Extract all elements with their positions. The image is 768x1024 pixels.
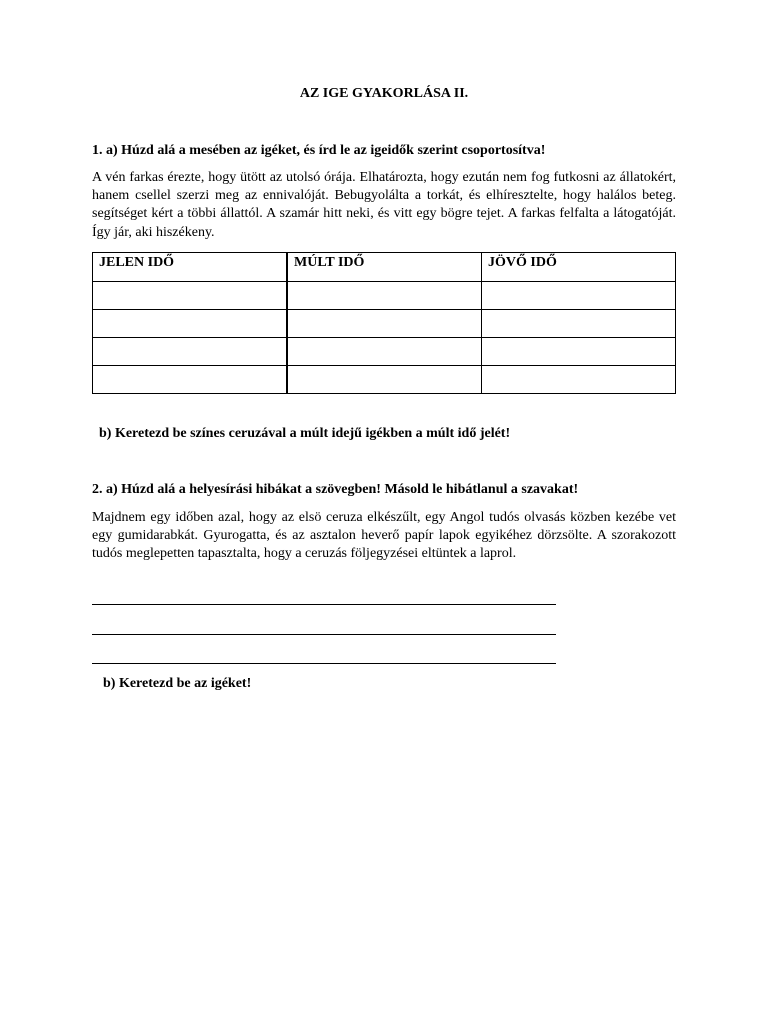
future-tense-cell[interactable] — [482, 366, 676, 394]
table-row — [93, 366, 676, 394]
present-tense-cell[interactable] — [93, 310, 288, 338]
future-tense-cell[interactable] — [482, 310, 676, 338]
future-tense-cell[interactable] — [482, 282, 676, 310]
task1-b-instruction: b) Keretezd be színes ceruzával a múlt idejű igékben a múlt idő jelét! — [99, 426, 511, 441]
past-tense-cell[interactable] — [287, 366, 481, 394]
task1-heading: 1. a) Húzd alá a mesében az igéket, és írd le az igeidők szerint csoportosítva! — [92, 143, 546, 158]
page-title: AZ IGE GYAKORLÁSA II. — [299, 86, 469, 101]
present-tense-cell[interactable] — [93, 338, 288, 366]
table-row — [93, 310, 676, 338]
answer-line[interactable] — [92, 604, 556, 605]
answer-line[interactable] — [92, 663, 556, 664]
task2-heading: 2. a) Húzd alá a helyesírási hibákat a szövegben! Másold le hibátlanul a szavakat! — [92, 482, 579, 497]
past-tense-cell[interactable] — [287, 282, 481, 310]
tense-table-header-row — [93, 253, 676, 282]
header-past-tense: MÚLT IDŐ — [287, 253, 481, 282]
past-tense-cell[interactable] — [287, 310, 481, 338]
table-row — [93, 338, 676, 366]
present-tense-cell[interactable] — [93, 366, 288, 394]
table-row — [93, 282, 676, 310]
present-tense-cell[interactable] — [93, 282, 288, 310]
past-tense-cell[interactable] — [287, 338, 481, 366]
answer-line[interactable] — [92, 634, 556, 635]
future-tense-cell[interactable] — [482, 338, 676, 366]
task1-story-text: A vén farkas érezte, hogy ütött az utolsó órája. Elhatározta, hogy ezután nem fog futkosni az állatokért, hanem csellel szerzi meg az ennivalóját. Bebugyolálta a torkát, és elhíresztelte, hogy halálos beteg. segítséget kért a többi állattól. A szamár hitt neki, és vitt egy bögre tejet. A farkas felfalta a látogatóját. Így jár, aki hiszékeny. — [92, 170, 676, 240]
header-present-tense: JELEN IDŐ — [93, 253, 288, 282]
task2-text: Majdnem egy időben azal, hogy az elsö ceruza elkészűlt, egy Angol tudós olvasás közben kezébe vet egy gumidarabkát. Gyurogatta, és az asztalon heverő papír lapok egyikéhez dörzsölte. A szorakozott tudós meglepetten tapasztalta, hogy a ceruzás följegyzései eltüntek a laprol. — [92, 510, 676, 562]
task2-b-instruction: b) Keretezd be az igéket! — [103, 676, 252, 691]
tense-table — [92, 252, 676, 394]
header-future-tense: JÖVŐ IDŐ — [482, 253, 676, 282]
